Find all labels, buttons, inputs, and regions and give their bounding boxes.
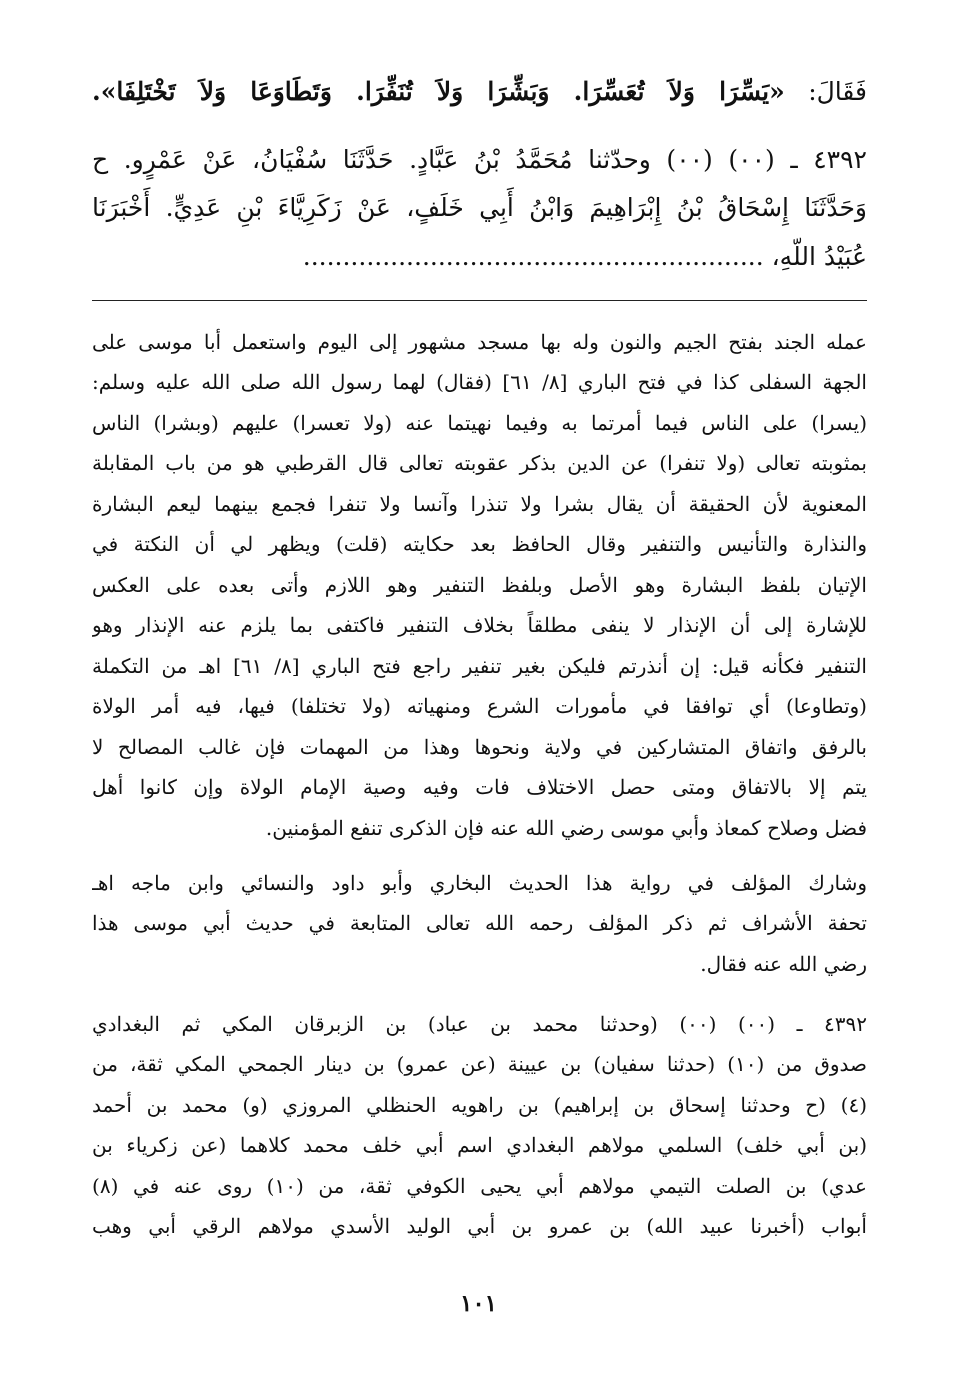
commentary-line: تحفة الأشراف ثم ذكر المؤلف رحمه الله تعالى المتابعة في حديث أبي موسى هذا (92, 911, 867, 935)
commentary-line: (بن أبي خلف) السلمي مولاهم البغدادي اسم أبي خلف محمد كلاهما (عن زكرياء بن (92, 1133, 867, 1157)
commentary-line: للإشارة إلى أن الإنذار لا ينفى مطلقاً بخلاف التنفير فاكتفى بما يلزم عنه الإنذار وهو (92, 613, 867, 637)
commentary-line: وشارك المؤلف في رواية هذا الحديث البخاري وأبو داود والنسائي وابن ماجه اهـ (92, 871, 867, 895)
commentary-line: يتم إلا بالاتفاق ومتى حصل الاختلاف فات وفيه وصية الإمام الولاة وإن كانوا أهل (92, 775, 867, 799)
commentary-line: الإتيان بلفظ البشارة وهو الأصل وبلفظ التنفير وهو اللازم وأتى بعده على العكس (92, 573, 867, 597)
commentary-line: المعنوية لأن الحقيقة أن يقال بشرا ولا تنذرا وآنسا ولا تنفرا فجمع بينهما ليعم البشارة (92, 492, 867, 516)
page-number: ١٠١ (459, 1290, 498, 1317)
commentary-line: أبواب (أخبرنا عبيد الله) بن عمرو بن أبي الوليد الأسدي مولاهم الرقي أبي وهب (92, 1214, 867, 1238)
commentary-line: (وتطاوعا) أي توافقا في مأمورات الشرع ومنهياته (ولا تختلفا) فيها، فيه أمر الولاة (92, 694, 867, 718)
hadith-line-2: ٤٣٩٢ ـ (٠٠) (٠٠) وحدّثنا مُحَمَّدُ بْنُ عَبَّادٍ. حَدَّثَنَا سُفْيَانُ، عَنْ عَمْرٍو. ح (92, 145, 867, 174)
commentary-line: صدوق من (١٠) (حدثنا سفيان) بن عيينة (عن عمرو) بن دينار الجمحي المكي ثقة، من (92, 1052, 867, 1076)
hadith-line-1-lead: فَقَالَ: (784, 77, 867, 106)
commentary-line: ٤٣٩٢ ـ (٠٠) (٠٠) (وحدثنا محمد بن عباد) بن الزبرقان المكي ثم البغدادي (92, 1012, 867, 1036)
commentary-line: رضي الله عنه فقال. (700, 952, 867, 976)
commentary-line: (يسرا) على الناس فيما أمرتما به وفيما نهيتما عنه (ولا تعسرا) عليهم (وبشرا) الناس (92, 411, 867, 435)
commentary-line: الجهة السفلى كذا في فتح الباري [٨/ ٦١] (فقال) لهما رسول الله صلى الله عليه وسلم: (92, 370, 867, 394)
commentary-line: التنفير فكأنه قيل: إن أنذرتم فليكن بغير تنفير راجع فتح الباري [٨/ ٦١] اهـ من التكملة (92, 654, 867, 678)
commentary-line: والنذارة والتأنيس والتنفير وقال الحافظ بعد حكايته (قلت) ويظهر لي أن النكتة في (92, 532, 867, 556)
hadith-line-3: وَحَدَّثَنَا إِسْحَاقُ بْنُ إِبْرَاهِيمَ وَابْنُ أَبِي خَلَفٍ، عَنْ زَكَرِيَّاءَ بْنِ عَدِيٍّ. أَخْبَرَنَا (92, 193, 867, 222)
commentary-line: بمثوبته تعالى (ولا تنفرا) عن الدين بذكر عقوبته تعالى قال القرطبي هو من باب المقابلة (92, 451, 867, 475)
hadith-line-1-quote: «يَسِّرَا وَلاَ تُعَسِّرَا. وَبَشِّرَا وَلاَ تُنَفِّرَا. وَتَطَاوَعَا وَلاَ تَخْتَلِفَا». (92, 77, 785, 106)
commentary-line: عدي) بن الصلت التيمي مولاهم أبي يحيى الكوفي ثقة، من (١٠) روى عنه في (٨) (92, 1174, 867, 1198)
hadith-line-1 (92, 64, 867, 120)
hadith-line-4: عُبَيْدُ اللّهِ، .......................................................... (302, 242, 867, 271)
commentary-line: (٤) (ح وحدثنا إسحاق بن إبراهيم) بن راهويه الحنظلي المروزي (و) محمد بن أحمد (92, 1093, 867, 1117)
footnote-divider (92, 300, 867, 301)
commentary-line: عمله الجند بفتح الجيم والنون وله بها مسجد مشهور إلى اليوم واستعمل أبا موسى على (92, 330, 867, 354)
commentary-line: بالرفق واتفاق المتشاركين في ولاية ونحوها وهذا من المهمات فإن غالب المصالح لا (92, 735, 867, 759)
commentary-line: فضل وصلاح كمعاذ وأبي موسى رضي الله عنه فإن الذكرى تنفع المؤمنين. (265, 816, 867, 840)
